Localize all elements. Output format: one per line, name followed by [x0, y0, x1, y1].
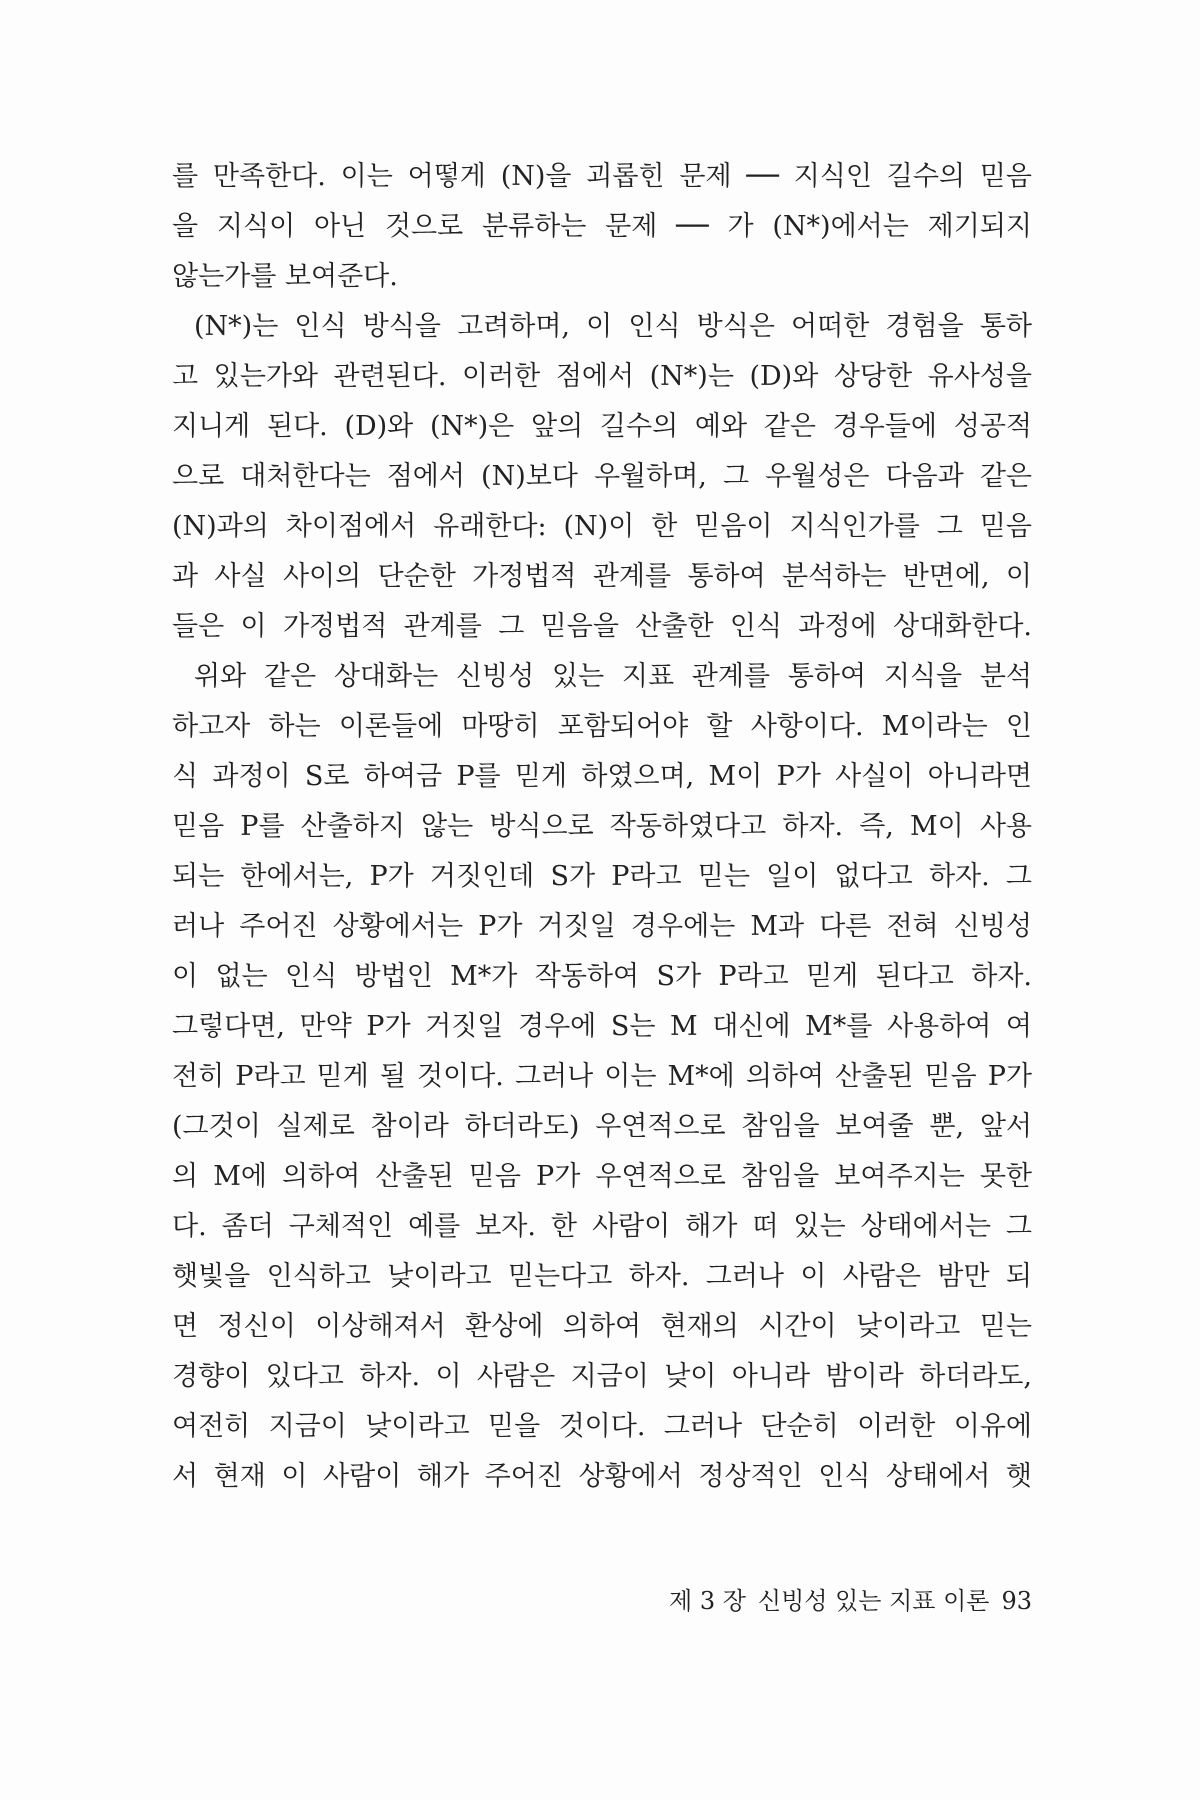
text-line: 를 만족한다. 이는 어떻게 (N)을 괴롭힌 문제 ── 지식인 길수의 믿음 [172, 161, 1032, 192]
body-text [172, 152, 1032, 1502]
text-line: 믿음 P를 산출하지 않는 방식으로 작동하였다고 하자. 즉, M이 사용 [172, 811, 1032, 842]
text-line: 서 현재 이 사람이 해가 주어진 상황에서 정상적인 인식 상태에서 햇 [172, 1461, 1032, 1492]
text-line: 의 M에 의하여 산출된 믿음 P가 우연적으로 참임을 보여주지는 못한 [172, 1161, 1032, 1192]
text-line: 고 있는가와 관련된다. 이러한 점에서 (N*)는 (D)와 상당한 유사성을 [172, 361, 1032, 392]
text-line: 경향이 있다고 하자. 이 사람은 지금이 낮이 아니라 밤이라 하더라도, [172, 1361, 1032, 1392]
text-line: 그렇다면, 만약 P가 거짓일 경우에 S는 M 대신에 M*를 사용하여 여 [172, 1011, 1032, 1042]
text-line: 식 과정이 S로 하여금 P를 믿게 하였으며, M이 P가 사실이 아니라면 [172, 761, 1032, 792]
text-line: 이 없는 인식 방법인 M*가 작동하여 S가 P라고 믿게 된다고 하자. [172, 961, 1032, 992]
text-line: 햇빛을 인식하고 낮이라고 믿는다고 하자. 그러나 이 사람은 밤만 되 [172, 1261, 1032, 1292]
text-line: 으로 대처한다는 점에서 (N)보다 우월하며, 그 우월성은 다음과 같은 [172, 461, 1032, 492]
text-line: (N)과의 차이점에서 유래한다: (N)이 한 믿음이 지식인가를 그 믿음 [172, 511, 1032, 542]
text-line: 다. 좀더 구체적인 예를 보자. 한 사람이 해가 떠 있는 상태에서는 그 [172, 1211, 1032, 1242]
footer-chapter-title: 신빙성 있는 지표 이론 [757, 1587, 990, 1615]
text-line: 않는가를 보여준다. [172, 261, 398, 292]
footer-chapter: 제 3 장 [669, 1587, 746, 1615]
page-number: 93 [1001, 1587, 1032, 1615]
text-line: (N*)는 인식 방식을 고려하며, 이 인식 방식은 어떠한 경험을 통하 [194, 311, 1032, 342]
text-line: 을 지식이 아닌 것으로 분류하는 문제 ── 가 (N*)에서는 제기되지 [172, 211, 1032, 242]
text-line: 러나 주어진 상황에서는 P가 거짓일 경우에는 M과 다른 전혀 신빙성 [172, 911, 1032, 942]
text-line: (그것이 실제로 참이라 하더라도) 우연적으로 참임을 보여줄 뿐, 앞서 [172, 1111, 1032, 1142]
text-line: 과 사실 사이의 단순한 가정법적 관계를 통하여 분석하는 반면에, 이 [172, 561, 1032, 592]
text-line: 들은 이 가정법적 관계를 그 믿음을 산출한 인식 과정에 상대화한다. [172, 611, 1032, 642]
text-line: 하고자 하는 이론들에 마땅히 포함되어야 할 사항이다. M이라는 인 [172, 711, 1032, 742]
text-line: 되는 한에서는, P가 거짓인데 S가 P라고 믿는 일이 없다고 하자. 그 [172, 861, 1032, 892]
text-line: 면 정신이 이상해져서 환상에 의하여 현재의 시간이 낮이라고 믿는 [172, 1311, 1032, 1342]
text-line: 여전히 지금이 낮이라고 믿을 것이다. 그러나 단순히 이러한 이유에 [172, 1411, 1032, 1442]
text-line: 전히 P라고 믿게 될 것이다. 그러나 이는 M*에 의하여 산출된 믿음 P가 [172, 1061, 1032, 1092]
running-footer [600, 1585, 1032, 1617]
text-line: 위와 같은 상대화는 신빙성 있는 지표 관계를 통하여 지식을 분석 [194, 661, 1032, 692]
text-line: 지니게 된다. (D)와 (N*)은 앞의 길수의 예와 같은 경우들에 성공적 [172, 411, 1032, 442]
